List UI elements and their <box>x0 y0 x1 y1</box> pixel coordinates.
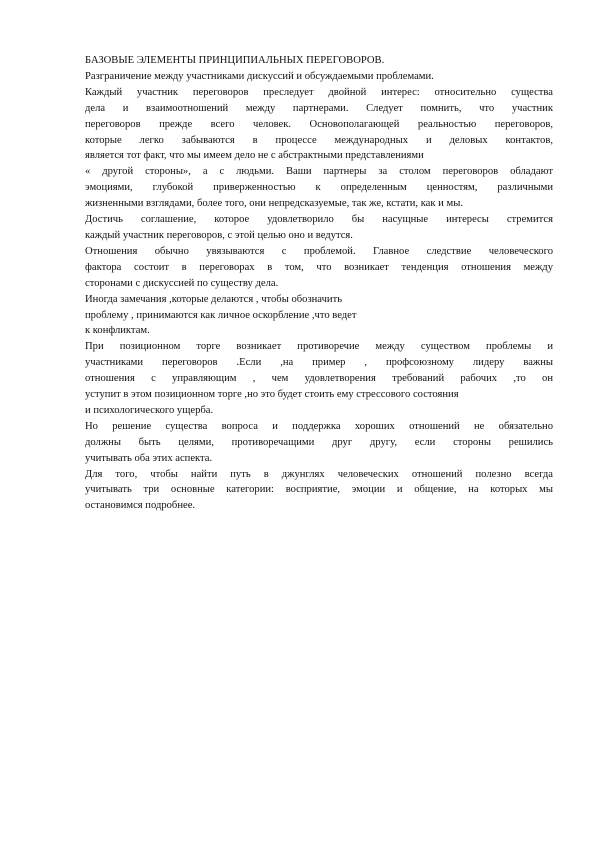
text-line: уступит в этом позиционном торге ,но это будет стоить ему стрессового состояния <box>85 389 459 401</box>
text-line: Но решение существа вопроса и поддержка хороших отношений не обязательно <box>85 420 553 432</box>
text-line: Отношения обычно увязываются с проблемой. Главное следствие человеческого <box>85 245 553 257</box>
text-line: эмоциями, глубокой приверженностью к определенным ценностям, различными <box>85 182 553 194</box>
text-line: должны быть целями, противоречащими друг другу, если стороны решились <box>85 436 553 448</box>
text-line: Каждый участник переговоров преследует двойной интерес: относительно существа <box>85 86 553 98</box>
text-line: переговоров прежде всего человек. Основополагающей реальностью переговоров, <box>85 118 553 130</box>
text-line: При позиционном торге возникает противоречие между существом проблемы и <box>85 341 553 353</box>
text-line: жизненными взглядами, более того, они непредсказуемые, так же, кстати, как и мы. <box>85 198 463 210</box>
text-line: является тот факт, что мы имеем дело не с абстрактными представлениями <box>85 150 424 162</box>
document-title: БАЗОВЫЕ ЭЛЕМЕНТЫ ПРИНЦИПИАЛЬНЫХ ПЕРЕГОВОРОВ. <box>85 55 385 66</box>
text-line: сторонами с дискуссией по существу дела. <box>85 277 279 289</box>
text-line: к конфликтам. <box>85 325 150 337</box>
document-subtitle: Разграничение между участниками дискуссий и обсуждаемыми проблемами. <box>85 70 434 82</box>
text-line: Для того, чтобы найти путь в джунглях человеческих отношений полезно всегда <box>85 468 553 480</box>
text-line: фактора состоит в переговорах в том, что возникает тенденция отношения между <box>85 261 553 273</box>
text-line: Иногда замечания ,которые делаются , чтобы обозначить <box>85 293 343 305</box>
text-line: и психологического ущерба. <box>85 404 214 416</box>
text-line: дела и взаимоотношений между партнерами. Следует помнить, что участник <box>85 102 553 114</box>
text-line: каждый участник переговоров, с этой целью оно и ведутся. <box>85 229 353 241</box>
text-line: « другой стороны», а с людьми. Ваши партнеры за столом переговоров обладают <box>85 166 553 178</box>
text-line: отношения с управляющим , чем удовлетворения требований рабочих ,то он <box>85 373 553 385</box>
text-line: Достичь соглашение, которое удовлетворило бы насущные интересы стремится <box>85 214 553 226</box>
text-line: проблему , принимаются как личное оскорбление ,что ведет <box>85 309 357 321</box>
text-line: участниками переговоров .Если ,на пример , профсоюзному лидеру важны <box>85 357 553 369</box>
document-body <box>85 53 553 514</box>
text-line: учитывать три основные категории: восприятие, эмоции и общение, на которых мы <box>85 484 553 496</box>
text-line: учитывать оба этих аспекта. <box>85 452 213 464</box>
text-line: остановимся подробнее. <box>85 500 196 512</box>
text-line: которые легко забываются в процессе международных и деловых контактов, <box>85 134 553 146</box>
